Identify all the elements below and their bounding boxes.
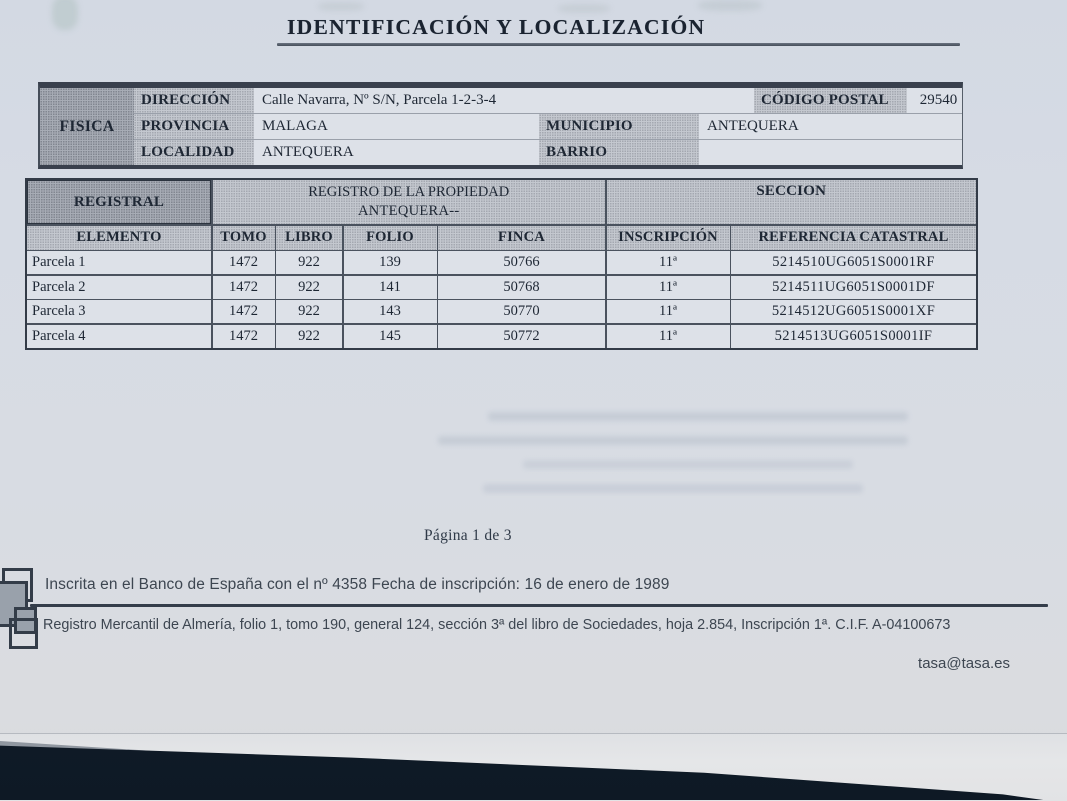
- cell-folio: 141: [344, 276, 437, 299]
- bleedthrough-text-ghost: [428, 412, 918, 508]
- cell-tomo: 1472: [213, 251, 275, 274]
- table-row: [134, 139, 962, 165]
- cell-elemento: Parcela 3: [27, 300, 211, 323]
- direccion-label: DIRECCIÓN: [134, 88, 254, 113]
- registro-propiedad-line2: ANTEQUERA--: [357, 203, 460, 219]
- footer-registro-mercantil-line: Registro Mercantil de Almería, folio 1, tomo 190, general 124, sección 3ª del libro de Sociedades, hoja 2.854, Inscripción 1ª. C.I.F. A-04100673: [43, 617, 951, 633]
- cell-finca: 50766: [438, 251, 605, 274]
- provincia-label: PROVINCIA: [134, 114, 254, 139]
- cell-referencia-catastral: 5214511UG6051S0001DF: [731, 276, 976, 299]
- column-header-tomo: TOMO: [213, 226, 275, 250]
- cell-tomo: 1472: [213, 300, 275, 323]
- fisica-table: [38, 82, 963, 169]
- codigo-postal-label: CÓDIGO POSTAL: [754, 88, 907, 113]
- cell-folio: 145: [344, 325, 437, 348]
- cell-inscripcion: 11ª: [607, 276, 730, 299]
- direccion-value: Calle Navarra, Nº S/N, Parcela 1-2-3-4: [254, 88, 754, 113]
- column-header-folio: FOLIO: [344, 226, 437, 250]
- cell-referencia-catastral: 5214510UG6051S0001RF: [731, 251, 976, 274]
- title-underline: [277, 43, 960, 46]
- cell-referencia-catastral: 5214513UG6051S0001IF: [731, 325, 976, 348]
- seccion-header: SECCION: [607, 180, 977, 224]
- municipio-label: MUNICIPIO: [539, 114, 699, 139]
- fisica-rows: [134, 88, 962, 165]
- logo-square-outline: [9, 618, 38, 649]
- title-block: [277, 15, 960, 46]
- localidad-label: LOCALIDAD: [134, 140, 254, 165]
- cell-inscripcion: 11ª: [607, 325, 730, 348]
- bleedthrough-smudge: [698, 0, 762, 11]
- footer-divider: [30, 604, 1048, 607]
- page-indicator: Página 1 de 3: [424, 527, 512, 544]
- localidad-value: ANTEQUERA: [254, 140, 539, 165]
- bleedthrough-smudge: [558, 4, 610, 13]
- cell-libro: 922: [276, 276, 342, 299]
- cell-libro: 922: [276, 300, 342, 323]
- ghost-line: [483, 484, 863, 493]
- table-row: [134, 113, 962, 139]
- table-row: [134, 88, 962, 113]
- registro-propiedad-line1: REGISTRO DE LA PROPIEDAD: [308, 184, 510, 200]
- barrio-value: [699, 140, 962, 165]
- column-header-referencia-catastral: REFERENCIA CATASTRAL: [731, 226, 976, 250]
- cell-finca: 50772: [438, 325, 605, 348]
- registral-table: [25, 178, 978, 350]
- footer-banco-espana-line: Inscrita en el Banco de España con el nº 4358 Fecha de inscripción: 16 de enero de 1989: [45, 576, 670, 593]
- column-header-finca: FINCA: [438, 226, 605, 250]
- cell-tomo: 1472: [213, 276, 275, 299]
- municipio-value: ANTEQUERA: [699, 114, 962, 139]
- cell-finca: 50770: [438, 300, 605, 323]
- cell-inscripcion: 11ª: [607, 300, 730, 323]
- column-header-inscripcion: INSCRIPCIÓN: [607, 226, 730, 250]
- page-title: IDENTIFICACIÓN Y LOCALIZACIÓN: [287, 15, 706, 39]
- bleedthrough-smudge: [318, 2, 364, 11]
- ghost-line: [488, 412, 908, 421]
- ghost-line: [523, 460, 853, 469]
- cell-elemento: Parcela 1: [27, 251, 211, 274]
- cell-folio: 143: [344, 300, 437, 323]
- bleedthrough-smudge: [52, 0, 78, 30]
- column-header-libro: LIBRO: [276, 226, 342, 250]
- footer-email: tasa@tasa.es: [918, 655, 1010, 672]
- cell-inscripcion: 11ª: [607, 251, 730, 274]
- registral-header: REGISTRAL: [27, 180, 211, 224]
- column-header-elemento: ELEMENTO: [27, 226, 211, 250]
- codigo-postal-value: 29540: [907, 88, 962, 113]
- ghost-line: [438, 436, 908, 445]
- cell-elemento: Parcela 2: [27, 276, 211, 299]
- fisica-table-body: [40, 88, 962, 165]
- cell-finca: 50768: [438, 276, 605, 299]
- provincia-value: MALAGA: [254, 114, 539, 139]
- barrio-label: BARRIO: [539, 140, 699, 165]
- registro-propiedad-header: [213, 180, 606, 224]
- cell-folio: 139: [344, 251, 437, 274]
- cell-tomo: 1472: [213, 325, 275, 348]
- cell-libro: 922: [276, 251, 342, 274]
- cell-referencia-catastral: 5214512UG6051S0001XF: [731, 300, 976, 323]
- fisica-row-header: FISICA: [40, 88, 134, 165]
- cell-elemento: Parcela 4: [27, 325, 211, 348]
- cell-libro: 922: [276, 325, 342, 348]
